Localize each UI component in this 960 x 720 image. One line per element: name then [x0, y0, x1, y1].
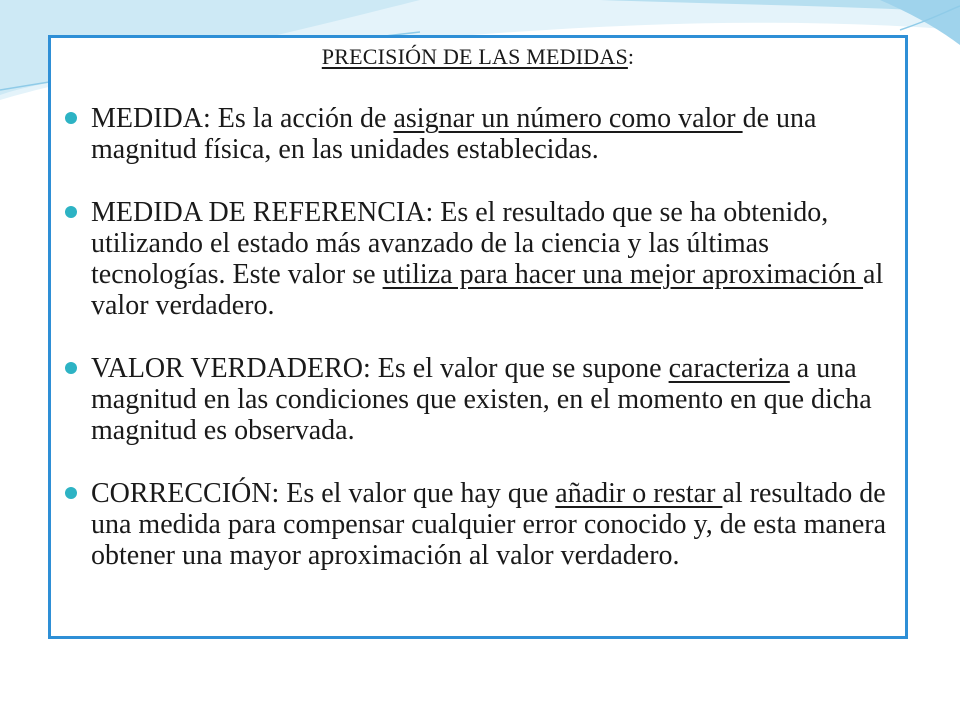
bullet-dot-icon — [65, 112, 77, 124]
bullet-text-underlined: caracteriza — [668, 353, 790, 384]
bullet-medida — [65, 103, 905, 165]
bullet-text-underlined: añadir o restar — [555, 478, 723, 509]
bullet-text-pre: MEDIDA DE REFERENCIA: Es el resultado que se ha obtenido, utilizando el estado más avanzado de la ciencia y las últimas tecnologías. Este valor se — [91, 197, 829, 290]
bullet-dot-icon — [65, 487, 77, 499]
slide-title-suffix: : — [627, 44, 635, 69]
bullet-text-post: de una magnitud física, en las unidades establecidas. — [91, 103, 817, 165]
bullet-text-underlined: utiliza para hacer una mejor aproximación — [382, 259, 864, 290]
bullet-text-post: al resultado de una medida para compensar cualquier error conocido y, de esta manera obtener una mayor aproximación al valor verdadero. — [91, 478, 887, 571]
slide-content-box — [48, 35, 908, 639]
bullet-dot-icon — [65, 362, 77, 374]
bullet-text-post: al valor verdadero. — [91, 259, 884, 321]
slide-title-main: PRECISIÓN DE LAS MEDIDAS — [321, 44, 628, 69]
bullet-dot-icon — [65, 206, 77, 218]
bullet-text-pre: VALOR VERDADERO: Es el valor que se supone — [91, 353, 669, 384]
bullet-text-pre: MEDIDA: Es la acción de — [91, 103, 394, 134]
bullet-text-post: a una magnitud en las condiciones que existen, en el momento en que dicha magnitud es observada. — [91, 353, 872, 446]
bullet-correccion — [65, 478, 905, 571]
bullet-medida-referencia — [65, 197, 905, 321]
bullet-valor-verdadero — [65, 353, 905, 446]
slide-title — [51, 44, 905, 70]
bullet-text-underlined: asignar un número como valor — [393, 103, 743, 134]
bullet-text-pre: CORRECCIÓN: Es el valor que hay que — [91, 478, 556, 509]
bullet-list — [65, 103, 905, 603]
